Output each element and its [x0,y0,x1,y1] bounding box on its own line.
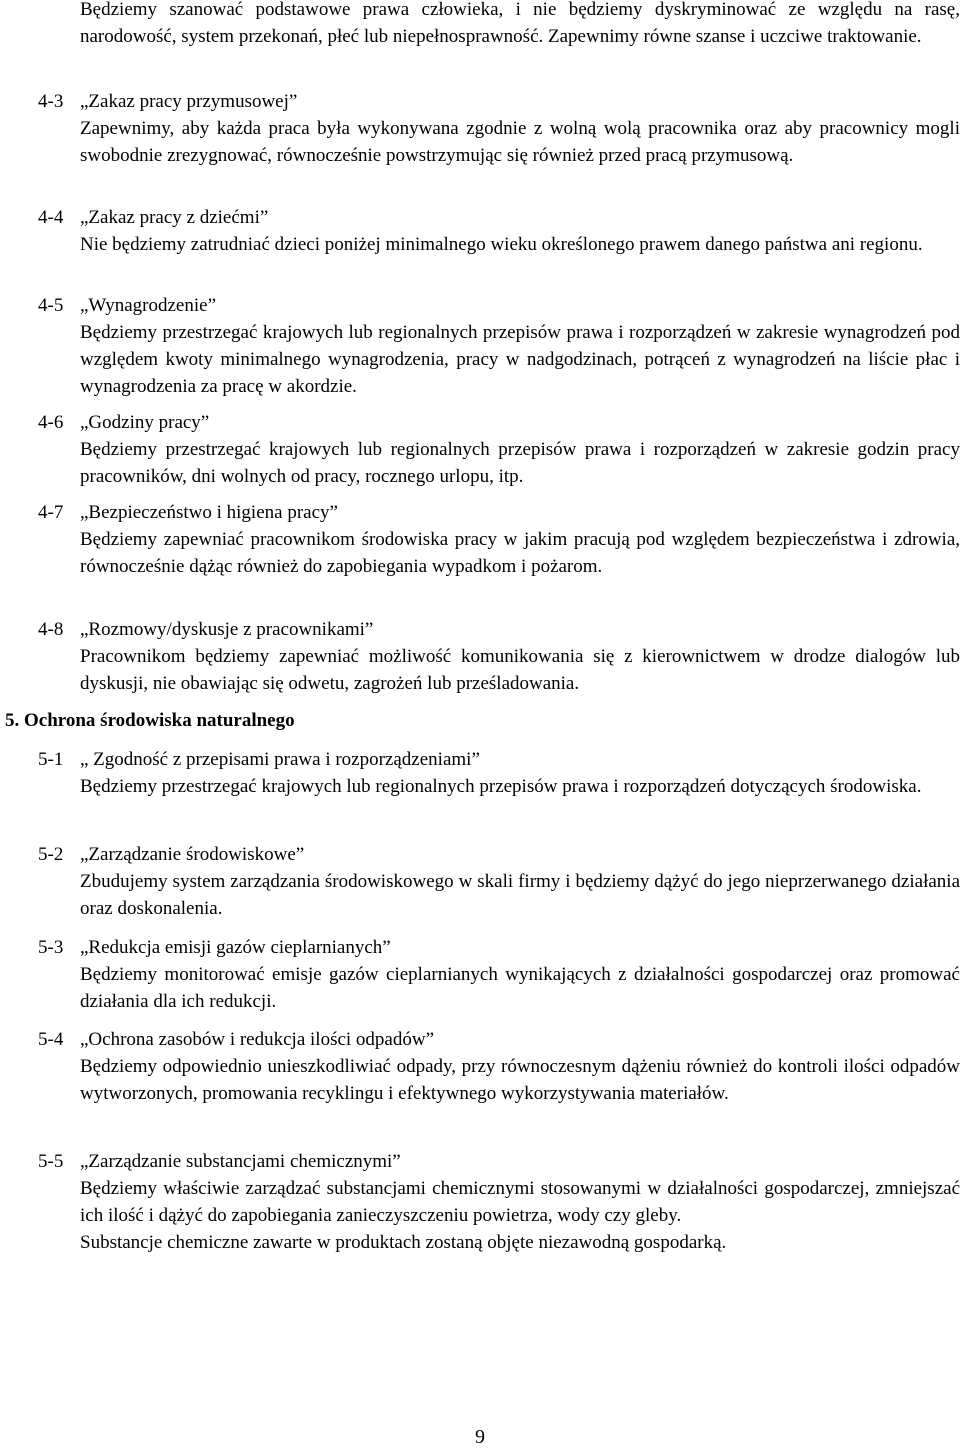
section-title: „Ochrona zasobów i redukcja ilości odpadów” [80,1029,435,1050]
section-number: 4-3 [38,91,64,112]
section-title: „Zakaz pracy z dziećmi” [80,207,269,228]
section-title: „Bezpieczeństwo i higiena pracy” [80,502,338,523]
section-body [80,1175,960,1256]
section-5-3 [38,934,960,1015]
section-title: „Zarządzanie środowiskowe” [80,844,305,865]
section-paragraph: Pracownikom będziemy zapewniać możliwość komunikowania się z kierownictwem w drodze dialogów lub dyskusji, nie obawiając się odwetu, zagrożeń lub prześladowania. [80,646,960,694]
section-paragraph: Będziemy przestrzegać krajowych lub regionalnych przepisów prawa i rozporządzeń dotyczących środowiska. [80,776,922,797]
section-paragraph: Będziemy zapewniać pracownikom środowiska pracy w jakim pracują pod względem bezpieczeństwa i zdrowia, równocześnie dążąc również do zapobiegania wypadkom i pożarom. [80,529,960,577]
section-title: „ Zgodność z przepisami prawa i rozporządzeniami” [80,749,480,770]
section-5-2 [38,841,960,922]
section-5-4 [38,1026,960,1107]
section-number: 4-6 [38,412,64,433]
section-number: 5-4 [38,1029,64,1050]
section-body [80,526,960,580]
intro-paragraph: Będziemy szanować podstawowe prawa człowieka, i nie będziemy dyskryminować ze względu na rasę, narodowość, system przekonań, płeć lub niepełnosprawność. Zapewnimy równe szanse i uczciwe traktowanie. [80,0,960,47]
chapter-heading: 5. Ochrona środowiska naturalnego [5,710,295,731]
section-4-5 [38,292,960,400]
section-5-5 [38,1148,960,1256]
section-paragraph: Będziemy przestrzegać krajowych lub regionalnych przepisów prawa i rozporządzeń w zakresie wynagrodzeń pod względem kwoty minimalnego wynagrodzenia, pracy w nadgodzinach, potrąceń z wynagrodzeń na liście płac i wynagrodzenia za pracę w akordzie. [80,322,960,397]
section-paragraph: Będziemy odpowiednio unieszkodliwiać odpady, przy równoczesnym dążeniu również do kontroli ilości odpadów wytworzonych, promowania recyklingu i efektywnego wykorzystywania materiałów. [80,1056,960,1104]
section-paragraph: Substancje chemiczne zawarte w produktach zostaną objęte niezawodną gospodarką. [80,1232,727,1253]
section-body [80,961,960,1015]
section-4-4 [38,204,960,258]
section-title: „Wynagrodzenie” [80,295,216,316]
section-body [80,773,960,800]
section-body [80,1053,960,1107]
section-number: 4-5 [38,295,64,316]
section-number: 4-8 [38,619,64,640]
section-4-7 [38,499,960,580]
section-title: „Zarządzanie substancjami chemicznymi” [80,1151,401,1172]
section-paragraph: Będziemy przestrzegać krajowych lub regionalnych przepisów prawa i rozporządzeń w zakresie godzin pracy pracowników, dni wolnych od pracy, rocznego urlopu, itp. [80,439,960,487]
section-4-6 [38,409,960,490]
section-body [80,319,960,400]
section-body [80,231,960,258]
section-body [80,643,960,697]
section-title: „Godziny pracy” [80,412,210,433]
section-4-3 [38,88,960,169]
section-title: „Zakaz pracy przymusowej” [80,91,298,112]
section-body [80,436,960,490]
section-number: 5-1 [38,749,64,770]
page-number: 9 [475,1426,485,1448]
section-title: „Rozmowy/dyskusje z pracownikami” [80,619,374,640]
section-title: „Redukcja emisji gazów cieplarnianych” [80,937,391,958]
section-paragraph: Zapewnimy, aby każda praca była wykonywana zgodnie z wolną wolą pracownika oraz aby pracownicy mogli swobodnie zrezygnować, równocześnie powstrzymując się również przed pracą przymusową. [80,118,960,166]
section-number: 5-2 [38,844,64,865]
section-paragraph: Zbudujemy system zarządzania środowiskowego w skali firmy i będziemy dążyć do jego nieprzerwanego działania oraz doskonalenia. [80,871,960,919]
section-paragraph: Będziemy monitorować emisje gazów cieplarnianych wynikających z działalności gospodarczej oraz promować działania dla ich redukcji. [80,964,960,1012]
section-body [80,115,960,169]
section-number: 4-7 [38,502,64,523]
section-number: 5-3 [38,937,64,958]
section-4-8 [38,616,960,697]
section-5-1 [38,746,960,800]
section-number: 4-4 [38,207,64,228]
section-body [80,868,960,922]
section-number: 5-5 [38,1151,64,1172]
section-paragraph: Nie będziemy zatrudniać dzieci poniżej minimalnego wieku określonego prawem danego państwa ani regionu. [80,234,923,255]
section-paragraph: Będziemy właściwie zarządzać substancjami chemicznymi stosowanymi w działalności gospodarczej, zmniejszać ich ilość i dążyć do zapobiegania zanieczyszczeniu powietrza, wody czy gleby. [80,1178,960,1226]
